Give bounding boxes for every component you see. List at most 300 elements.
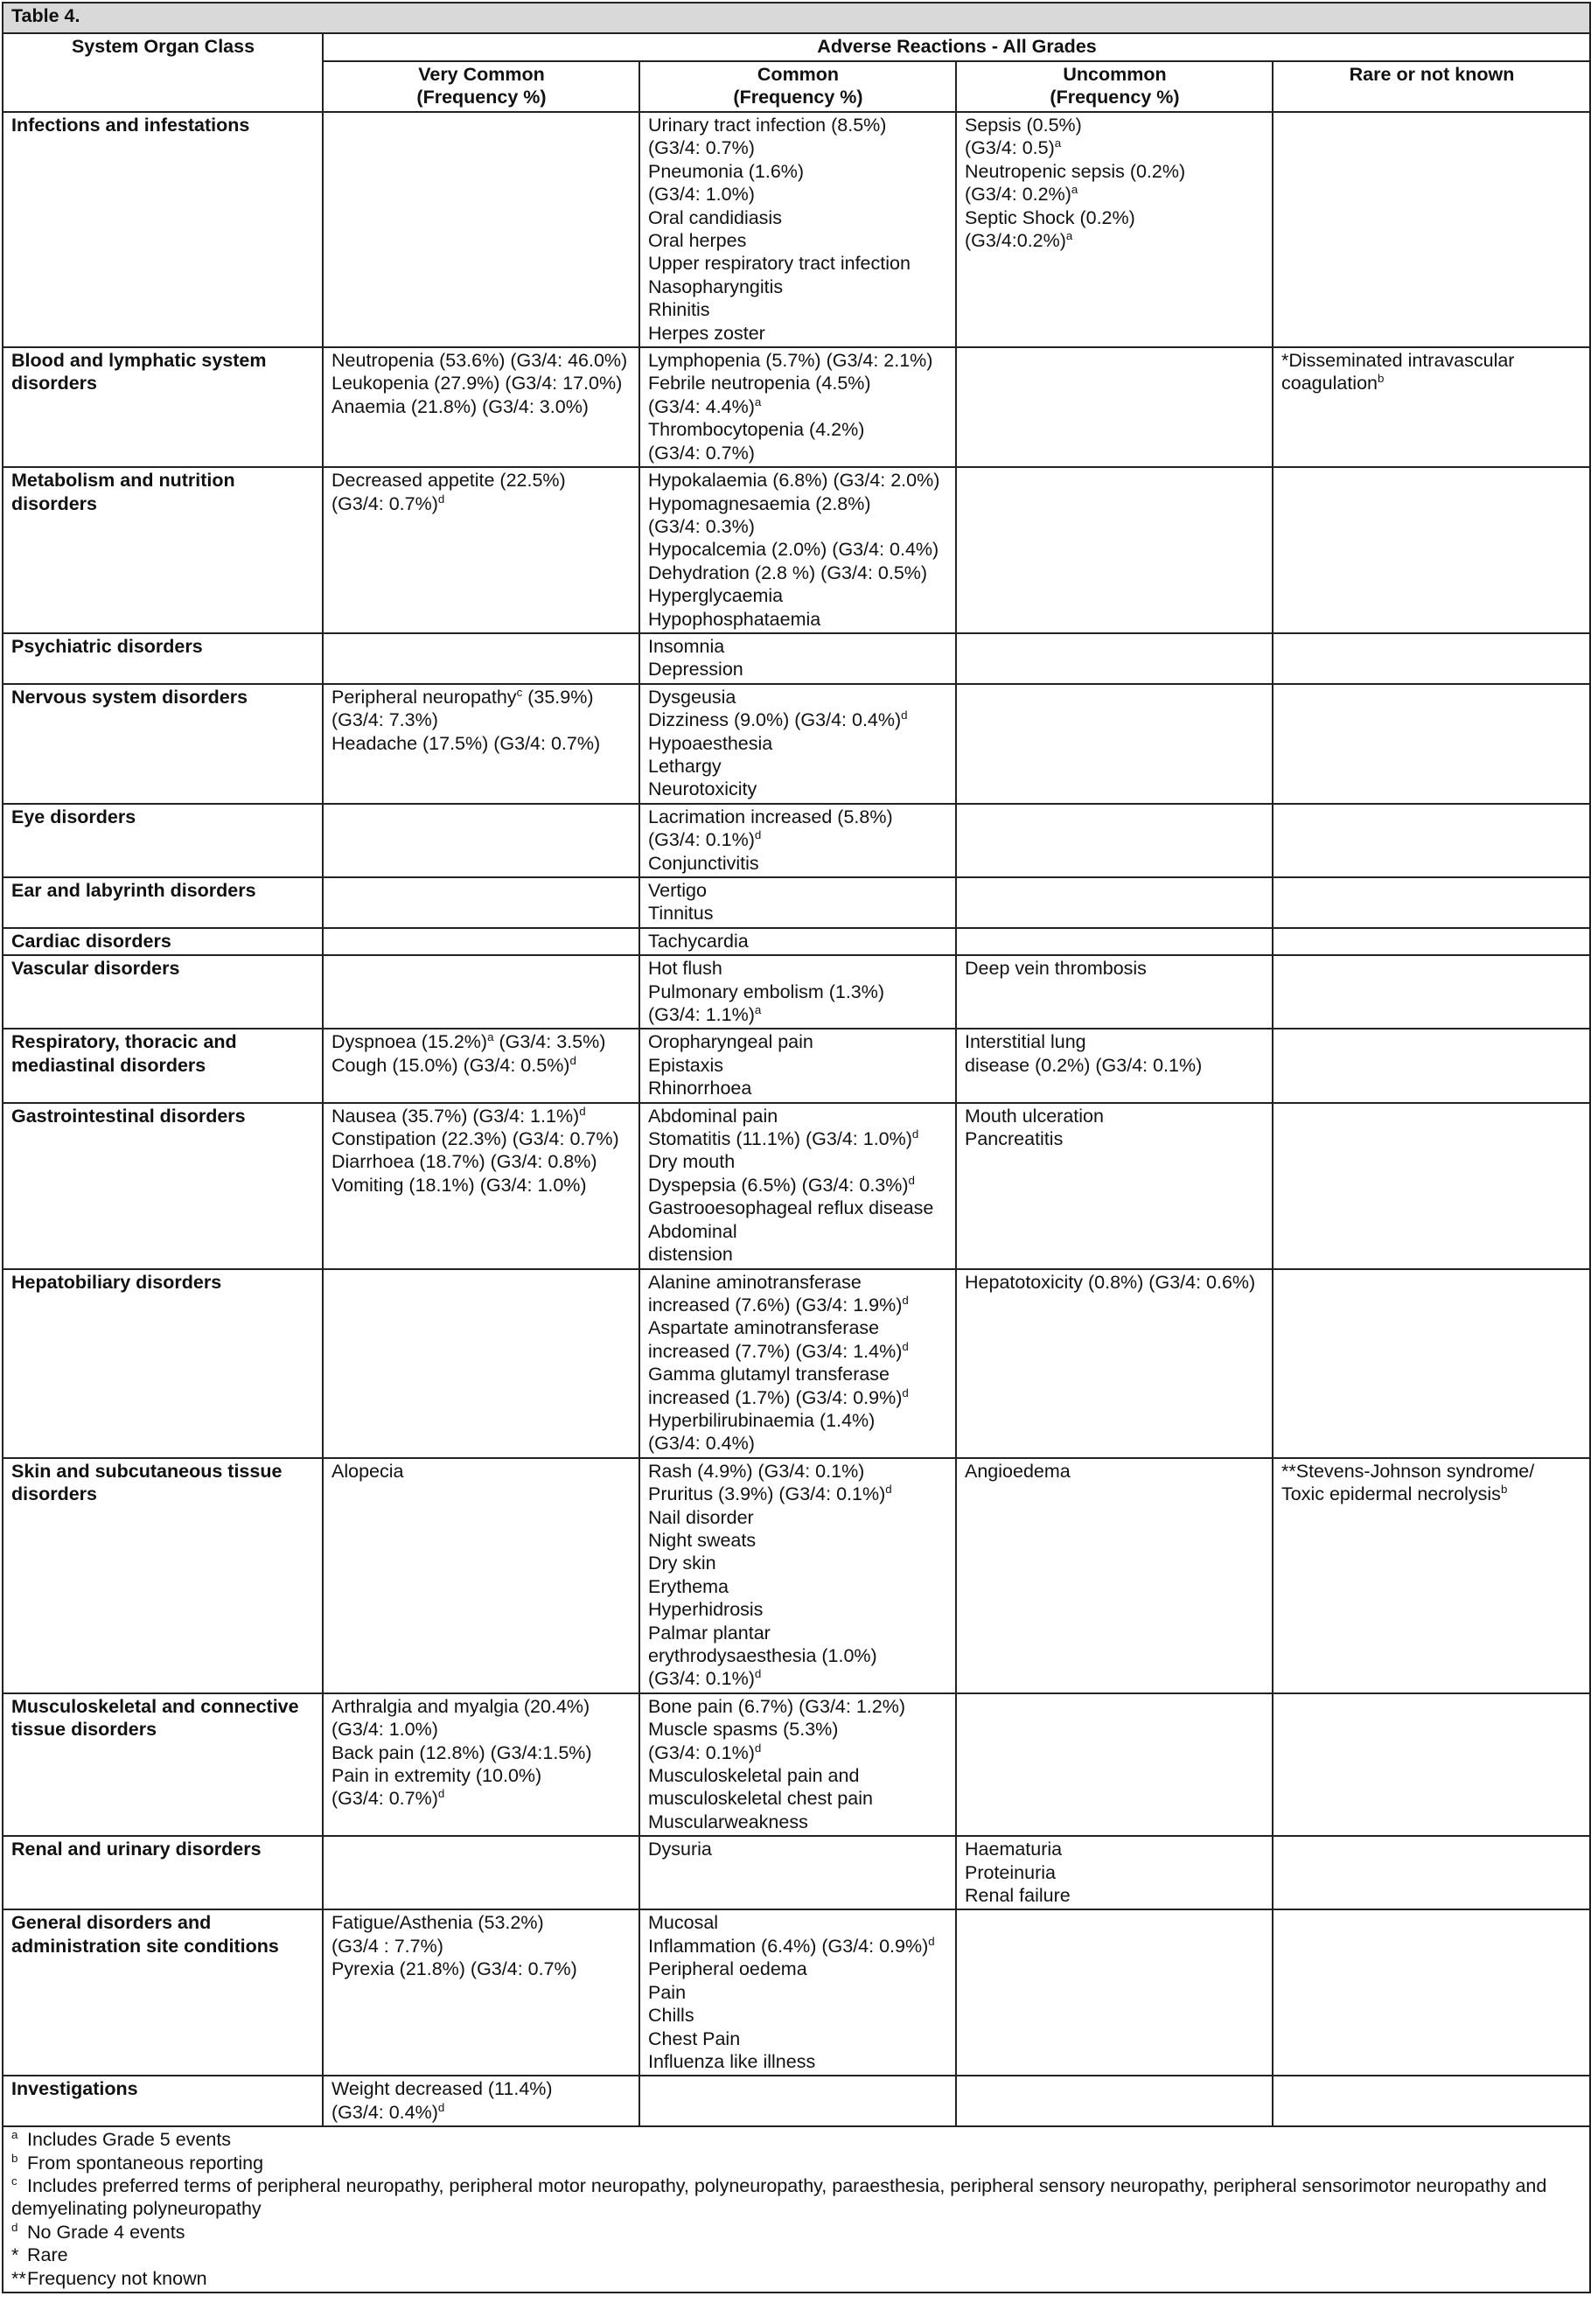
reaction-line <box>965 1884 1265 1907</box>
footnote-mark: d <box>928 1934 935 1948</box>
reaction-cell <box>956 877 1273 928</box>
soc-line: Investigations <box>11 2078 138 2100</box>
reaction-line <box>331 349 632 372</box>
reaction-text: Muscularweakness <box>648 1811 808 1832</box>
system-organ-class-cell <box>3 1909 323 2076</box>
table-footnotes <box>3 2126 1590 2293</box>
footnote <box>11 2244 1582 2266</box>
reaction-line <box>965 136 1265 159</box>
reaction-text: (G3/4: 0.5) <box>965 137 1055 159</box>
document-page <box>2 2 1589 2293</box>
reaction-text: Septic Shock (0.2%) <box>965 206 1135 228</box>
reaction-cell <box>1273 633 1590 684</box>
reaction-text: Cough (15.0%) (G3/4: 0.5%) <box>331 1054 570 1076</box>
reaction-line <box>331 686 632 708</box>
reaction-line <box>648 806 948 828</box>
table-row <box>3 633 1590 684</box>
reaction-text: Pruritus (3.9%) (G3/4: 0.1%) <box>648 1483 886 1505</box>
reaction-line <box>331 1127 632 1150</box>
reaction-line <box>648 1935 948 1958</box>
header-column <box>1273 61 1590 112</box>
reaction-text: (G3/4: 0.4%) <box>331 2101 438 2123</box>
system-organ-class-cell <box>3 804 323 877</box>
reaction-line <box>648 1981 948 2004</box>
reaction-line <box>331 1150 632 1173</box>
footnote-mark: a <box>1054 136 1062 150</box>
reaction-line <box>648 902 948 925</box>
reaction-line <box>965 114 1265 136</box>
soc-line: mediastinal disorders <box>11 1054 206 1076</box>
table-row <box>3 1103 1590 1269</box>
reaction-text: Night sweats <box>648 1529 757 1551</box>
reaction-line <box>648 1460 948 1483</box>
reaction-text: Bone pain (6.7%) (G3/4: 1.2%) <box>648 1695 905 1717</box>
footnote-mark: a <box>1065 228 1073 242</box>
reaction-line <box>648 2050 948 2073</box>
reaction-cell <box>956 928 1273 955</box>
reaction-cell <box>956 2076 1273 2126</box>
reaction-text: Depression <box>648 659 743 680</box>
header-system-organ-class: System Organ Class <box>3 33 323 112</box>
footnote-text: Includes Grade 5 events <box>27 2129 232 2151</box>
reaction-text: (G3/4: 0.1%) <box>648 829 755 851</box>
reaction-cell <box>323 1103 639 1269</box>
reaction-cell <box>323 928 639 955</box>
footnote-mark: d <box>754 1741 762 1755</box>
reaction-line <box>648 276 948 298</box>
footnote-marker: c <box>11 2174 17 2188</box>
footnote-marker: * <box>11 2244 19 2266</box>
reaction-text: (G3/4: 0.7%) <box>648 442 755 464</box>
table-row <box>3 1029 1590 1102</box>
reaction-text: Sepsis (0.5%) <box>965 115 1082 136</box>
reaction-cell <box>323 877 639 928</box>
system-organ-class-cell <box>3 1029 323 1102</box>
footnote-text: Rare <box>27 2244 68 2266</box>
reaction-cell <box>639 1693 956 1836</box>
reaction-cell <box>323 467 639 633</box>
reaction-text: Hyperbilirubinaemia (1.4%) <box>648 1409 876 1431</box>
reaction-cell <box>323 347 639 467</box>
reaction-line <box>965 229 1265 252</box>
reaction-line <box>1281 349 1582 372</box>
reaction-line <box>648 1695 948 1718</box>
reaction-line <box>648 1316 948 1339</box>
reaction-line <box>648 1386 948 1409</box>
reaction-text: Erythema <box>648 1575 729 1597</box>
reaction-text: (G3/4: 0.1%) <box>648 1668 755 1690</box>
footnote-mark: d <box>911 1127 919 1141</box>
table-row <box>3 1693 1590 1836</box>
reaction-line <box>648 229 948 252</box>
soc-line: Gastrointestinal disorders <box>11 1105 246 1127</box>
reaction-text: **Stevens-Johnson syndrome/ <box>1281 1460 1535 1482</box>
reaction-cell <box>1273 928 1590 955</box>
reaction-cell <box>639 928 956 955</box>
reaction-text: Aspartate aminotransferase <box>648 1317 880 1339</box>
reaction-text: Nail disorder <box>648 1506 754 1528</box>
reaction-cell <box>1273 684 1590 804</box>
reaction-cell <box>639 804 956 877</box>
reaction-cell <box>956 684 1273 804</box>
reaction-text: Abdominal <box>648 1220 737 1242</box>
reaction-text: Dyspepsia (6.5%) (G3/4: 0.3%) <box>648 1174 909 1196</box>
reaction-text: increased (7.6%) (G3/4: 1.9%) <box>648 1294 903 1316</box>
reaction-cell <box>1273 112 1590 347</box>
footnote-mark: d <box>579 1104 586 1118</box>
table-row <box>3 1458 1590 1693</box>
reaction-cell <box>1273 2076 1590 2126</box>
footnote-text: Frequency not known <box>27 2267 207 2289</box>
reaction-cell <box>323 633 639 684</box>
reaction-line <box>648 1294 948 1316</box>
table-row <box>3 1269 1590 1458</box>
table-row <box>3 804 1590 877</box>
system-organ-class-cell <box>3 1836 323 1909</box>
reaction-text: Haematuria <box>965 1839 1063 1860</box>
system-organ-class-cell <box>3 633 323 684</box>
footnote-mark: d <box>437 492 445 506</box>
reaction-text: Hypoaesthesia <box>648 732 773 754</box>
reaction-text: Nausea (35.7%) (G3/4: 1.1%) <box>331 1105 580 1127</box>
reaction-line <box>648 1622 948 1644</box>
reaction-line <box>648 852 948 875</box>
reaction-text: Palmar plantar <box>648 1622 771 1644</box>
reaction-cell <box>639 1103 956 1269</box>
table-row <box>3 955 1590 1029</box>
footnote <box>11 2174 1582 2221</box>
reaction-line <box>648 298 948 321</box>
reaction-line <box>648 1741 948 1764</box>
footnote-marker: a <box>11 2127 18 2141</box>
reaction-text: (G3/4: 0.7%) <box>648 137 755 159</box>
reaction-text: (G3/4: 3.5%) <box>493 1031 606 1053</box>
table-row <box>3 1909 1590 2076</box>
soc-line: Vascular disorders <box>11 958 180 980</box>
reaction-cell <box>1273 1693 1590 1836</box>
reaction-line <box>648 658 948 680</box>
reaction-cell <box>639 1909 956 2076</box>
reaction-text: Weight decreased (11.4%) <box>331 2078 553 2100</box>
soc-line: Renal and urinary disorders <box>11 1839 262 1860</box>
system-organ-class-cell <box>3 877 323 928</box>
reaction-line <box>648 1220 948 1243</box>
reaction-text: (G3/4: 1.1%) <box>648 1004 755 1026</box>
reaction-line <box>648 562 948 584</box>
footnote-marker: b <box>11 2151 18 2165</box>
reaction-line <box>648 732 948 755</box>
reaction-cell <box>956 1103 1273 1269</box>
reaction-line <box>648 635 948 658</box>
reaction-text: Headache (17.5%) (G3/4: 0.7%) <box>331 732 601 754</box>
reaction-line <box>1281 372 1582 394</box>
reaction-line <box>331 1764 632 1787</box>
soc-line: disorders <box>11 373 97 394</box>
reaction-line <box>1281 1460 1582 1483</box>
footnote-mark: a <box>754 1002 762 1016</box>
reaction-line <box>648 981 948 1003</box>
reaction-text: Hepatotoxicity (0.8%) (G3/4: 0.6%) <box>965 1271 1256 1293</box>
reaction-line <box>648 2027 948 2050</box>
reaction-text: Inflammation (6.4%) (G3/4: 0.9%) <box>648 1935 929 1957</box>
reaction-text: Fatigue/Asthenia (53.2%) <box>331 1912 544 1934</box>
reaction-text: Conjunctivitis <box>648 852 759 874</box>
reaction-text: Dysuria <box>648 1839 712 1860</box>
reaction-line <box>648 778 948 800</box>
reaction-text: Pulmonary embolism (1.3%) <box>648 981 885 1002</box>
footnote-mark: d <box>902 1293 909 1307</box>
reaction-cell <box>956 1029 1273 1102</box>
reaction-line <box>648 492 948 515</box>
reaction-text: Herpes zoster <box>648 322 765 344</box>
reaction-line <box>648 160 948 183</box>
reaction-line <box>648 1150 948 1173</box>
reaction-text: Proteinuria <box>965 1861 1056 1883</box>
reaction-cell <box>1273 1269 1590 1458</box>
reaction-line <box>965 160 1265 183</box>
reaction-text: (G3/4: 0.7%) <box>331 492 438 514</box>
reaction-line <box>648 1003 948 1026</box>
soc-line: Respiratory, thoracic and <box>11 1031 237 1053</box>
table-row <box>3 2076 1590 2126</box>
reaction-line <box>648 1764 948 1787</box>
reaction-cell <box>956 467 1273 633</box>
reaction-text: *Disseminated intravascular <box>1281 350 1515 372</box>
soc-line: Cardiac disorders <box>11 930 171 952</box>
reaction-text: Dizziness (9.0%) (G3/4: 0.4%) <box>648 709 902 731</box>
reaction-text: (G3/4: 0.2%) <box>965 184 1071 206</box>
reaction-cell <box>639 955 956 1029</box>
reaction-text: (G3/4: 7.3%) <box>331 709 438 731</box>
reaction-line <box>648 183 948 206</box>
reaction-text: Hypophosphataemia <box>648 608 821 630</box>
reaction-cell <box>639 1836 956 1909</box>
reaction-text: Arthralgia and myalgia (20.4%) <box>331 1695 590 1717</box>
soc-line: Psychiatric disorders <box>11 635 203 657</box>
reaction-cell <box>1273 1909 1590 2076</box>
reaction-cell <box>956 804 1273 877</box>
soc-line: Skin and subcutaneous tissue <box>11 1460 283 1482</box>
reaction-cell <box>956 347 1273 467</box>
reaction-line <box>648 418 948 441</box>
soc-line: Eye disorders <box>11 806 136 827</box>
reaction-line <box>648 608 948 631</box>
reaction-line <box>648 1506 948 1529</box>
soc-line: Hepatobiliary disorders <box>11 1271 222 1293</box>
reaction-line <box>648 1911 948 1934</box>
reaction-text: Vomiting (18.1%) (G3/4: 1.0%) <box>331 1174 587 1196</box>
reaction-text: (G3/4: 0.3%) <box>648 515 755 537</box>
system-organ-class-cell <box>3 347 323 467</box>
reaction-text: Dehydration (2.8 %) (G3/4: 0.5%) <box>648 562 928 583</box>
reaction-cell <box>639 1269 956 1458</box>
reaction-line <box>331 1460 632 1483</box>
reaction-line <box>648 1054 948 1077</box>
footnote <box>11 2221 1582 2244</box>
reaction-cell <box>956 112 1273 347</box>
reaction-line <box>331 1787 632 1810</box>
reaction-text: Dry mouth <box>648 1151 736 1173</box>
reaction-line <box>648 1105 948 1127</box>
soc-line: disorders <box>11 492 97 514</box>
reaction-line <box>648 930 948 953</box>
reaction-line <box>648 1787 948 1810</box>
reaction-cell <box>323 1693 639 1836</box>
reaction-cell <box>639 2076 956 2126</box>
reaction-cell <box>639 1458 956 1693</box>
reaction-text: Rhinorrhoea <box>648 1078 752 1099</box>
reaction-cell <box>1273 1029 1590 1102</box>
reaction-text: Muscle spasms (5.3%) <box>648 1719 839 1741</box>
header-column <box>639 61 956 112</box>
reaction-text: Mucosal <box>648 1912 719 1934</box>
reaction-text: increased (7.7%) (G3/4: 1.4%) <box>648 1340 903 1362</box>
reaction-text: Musculoskeletal pain and <box>648 1765 860 1787</box>
reaction-line <box>648 686 948 708</box>
reaction-text: Renal failure <box>965 1885 1071 1907</box>
reaction-text: Upper respiratory tract infection <box>648 253 911 275</box>
header-line: Very Common <box>418 64 545 85</box>
footnote-marker: ** <box>11 2267 26 2289</box>
reaction-text: Neutropenic sepsis (0.2%) <box>965 160 1186 182</box>
reaction-text: Tinnitus <box>648 903 714 925</box>
reaction-text: Abdominal pain <box>648 1105 778 1127</box>
reaction-cell <box>323 1029 639 1102</box>
reaction-cell <box>956 1693 1273 1836</box>
system-organ-class-cell <box>3 1458 323 1693</box>
reaction-text: Angioedema <box>965 1460 1071 1482</box>
reaction-text: Hot flush <box>648 958 722 980</box>
reaction-line <box>648 469 948 492</box>
reaction-text: Gastrooesophageal reflux disease <box>648 1197 934 1219</box>
reaction-line <box>648 114 948 136</box>
reaction-text: Hyperhidrosis <box>648 1599 764 1621</box>
reaction-text: Epistaxis <box>648 1054 724 1076</box>
header-line: (Frequency %) <box>1050 87 1180 108</box>
soc-line: Nervous system disorders <box>11 686 248 708</box>
footnote-mark: d <box>754 1667 762 1681</box>
reaction-text: Hyperglycaemia <box>648 585 784 607</box>
reaction-line <box>648 206 948 229</box>
reaction-line <box>331 708 632 731</box>
reaction-cell <box>323 112 639 347</box>
reaction-line <box>965 1127 1265 1150</box>
reaction-line <box>965 1271 1265 1294</box>
reaction-text: Lymphopenia (5.7%) (G3/4: 2.1%) <box>648 350 933 372</box>
reaction-text: Deep vein thrombosis <box>965 958 1147 980</box>
reaction-line <box>1281 1483 1582 1505</box>
reaction-cell <box>1273 1836 1590 1909</box>
reaction-cell <box>956 1269 1273 1458</box>
system-organ-class-cell <box>3 2076 323 2126</box>
reaction-text: Alopecia <box>331 1460 404 1482</box>
header-line: (Frequency %) <box>416 87 547 108</box>
system-organ-class-cell <box>3 928 323 955</box>
reaction-cell <box>1273 955 1590 1029</box>
reaction-line <box>965 1838 1265 1860</box>
reaction-cell <box>323 1909 639 2076</box>
reaction-text: Neutropenia (53.6%) (G3/4: 46.0%) <box>331 350 628 372</box>
reaction-cell <box>956 1836 1273 1909</box>
reaction-line <box>648 538 948 561</box>
reaction-line <box>331 2101 632 2124</box>
reaction-text: Lacrimation increased (5.8%) <box>648 806 893 827</box>
reaction-line <box>331 1030 632 1053</box>
footnote-marker-box <box>11 2244 27 2266</box>
reaction-text: Pain in extremity (10.0%) <box>331 1765 542 1787</box>
reaction-cell <box>639 112 956 347</box>
reaction-line <box>648 442 948 464</box>
footnote-marker-box <box>11 2174 27 2197</box>
reaction-text: Oral candidiasis <box>648 206 782 228</box>
reaction-text: Febrile neutropenia (4.5%) <box>648 373 871 394</box>
reaction-line <box>648 252 948 275</box>
reaction-cell <box>639 1029 956 1102</box>
system-organ-class-cell <box>3 1693 323 1836</box>
soc-line: tissue disorders <box>11 1719 157 1741</box>
reaction-line <box>331 1741 632 1764</box>
reaction-text: Pain <box>648 1981 687 2003</box>
reaction-cell <box>639 877 956 928</box>
reaction-line <box>965 1460 1265 1483</box>
reaction-line <box>965 1030 1265 1053</box>
reaction-line <box>648 1340 948 1363</box>
reaction-line <box>648 1432 948 1455</box>
reaction-cell <box>639 347 956 467</box>
reaction-text: Chills <box>648 2005 694 2027</box>
reaction-line <box>648 1483 948 1505</box>
reaction-line <box>331 1695 632 1718</box>
footnote <box>11 2128 1582 2151</box>
reaction-cell <box>639 467 956 633</box>
reaction-line <box>331 1174 632 1197</box>
reaction-text: Oral herpes <box>648 230 747 252</box>
reaction-text: Back pain (12.8%) (G3/4:1.5%) <box>331 1741 592 1763</box>
footnote-text: From spontaneous reporting <box>27 2152 264 2174</box>
header-column <box>956 61 1273 112</box>
reaction-text: erythrodysaesthesia (1.0%) <box>648 1645 877 1666</box>
footnote-mark: d <box>569 1053 576 1067</box>
reaction-text: increased (1.7%) (G3/4: 0.9%) <box>648 1386 903 1408</box>
footnote-marker-box <box>11 2128 27 2151</box>
table-row <box>3 928 1590 955</box>
header-adverse-reactions-group: Adverse Reactions - All Grades <box>323 33 1590 61</box>
reaction-text: Dry skin <box>648 1553 716 1574</box>
reaction-line <box>648 372 948 394</box>
reaction-text: Neurotoxicity <box>648 778 757 800</box>
system-organ-class-cell <box>3 955 323 1029</box>
soc-line: Metabolism and nutrition <box>11 470 235 492</box>
reaction-line <box>648 1174 948 1197</box>
reaction-text: (G3/4: 0.7%) <box>331 1788 438 1810</box>
reaction-cell <box>323 684 639 804</box>
footnote-marker-box <box>11 2267 27 2290</box>
soc-line: Infections and infestations <box>11 115 250 136</box>
reaction-cell <box>1273 804 1590 877</box>
reaction-text: Insomnia <box>648 635 725 657</box>
reaction-text: (G3/4:0.2%) <box>965 230 1066 252</box>
reaction-text: Interstitial lung <box>965 1031 1086 1053</box>
header-line: Rare or not known <box>1349 64 1515 85</box>
reaction-cell <box>956 633 1273 684</box>
reaction-cell <box>956 955 1273 1029</box>
reaction-line <box>648 1811 948 1833</box>
reaction-text: (G3/4 : 7.7%) <box>331 1935 443 1957</box>
reaction-line <box>648 1271 948 1294</box>
reaction-line <box>648 136 948 159</box>
soc-line: General disorders and <box>11 1912 212 1934</box>
reaction-line <box>648 1644 948 1667</box>
